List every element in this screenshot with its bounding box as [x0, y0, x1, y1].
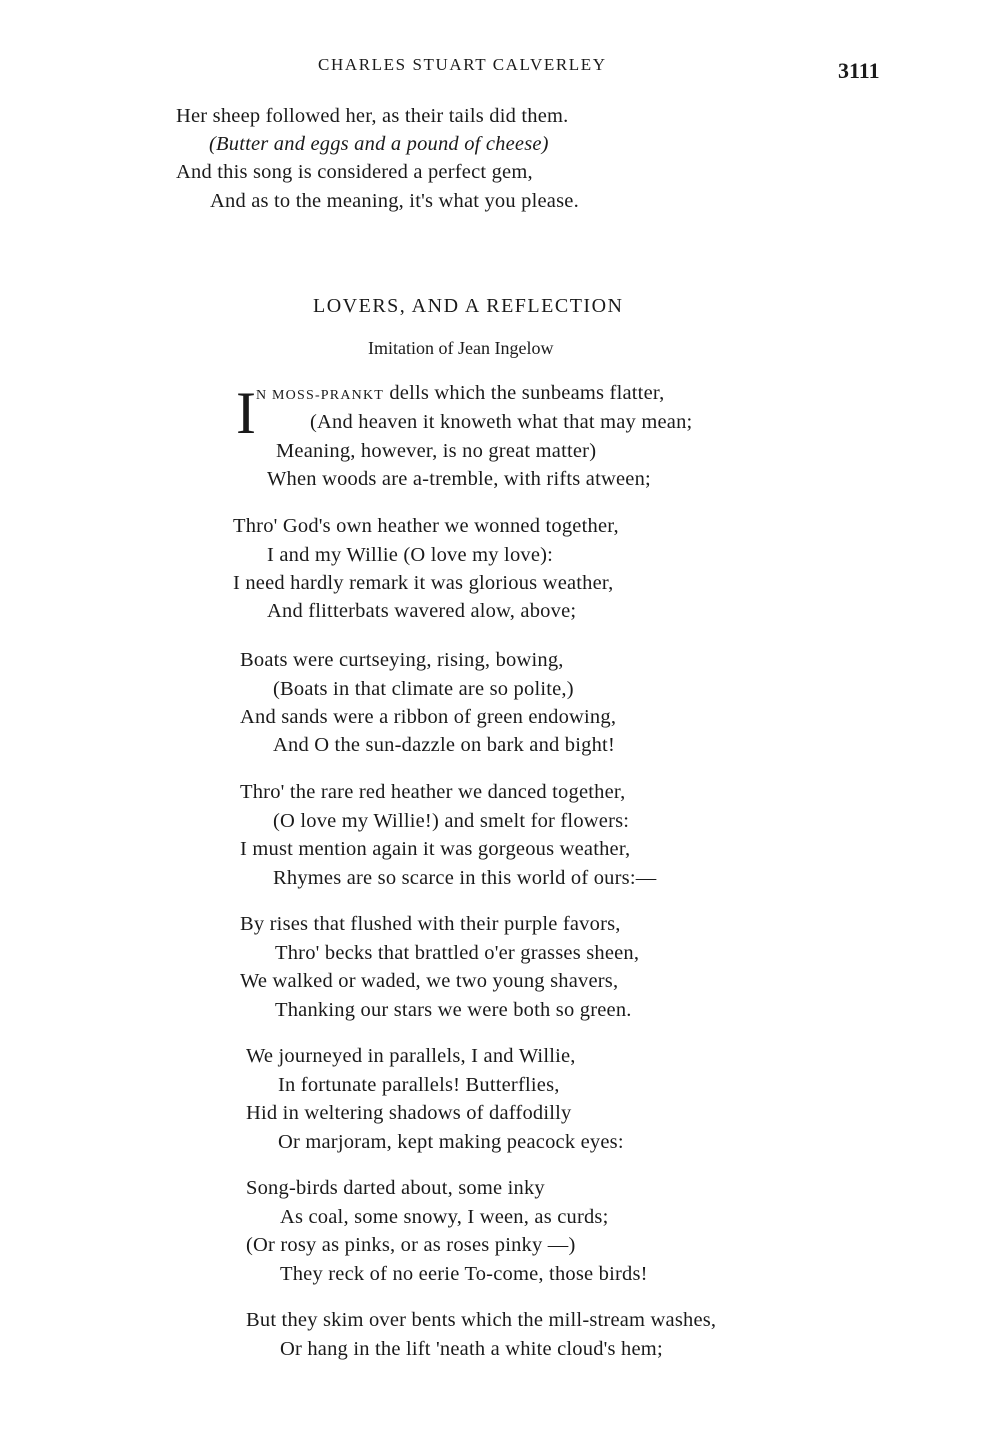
verse-line: And O the sun-dazzle on bark and bight! — [273, 734, 615, 756]
verse-line: As coal, some snowy, I ween, as curds; — [280, 1206, 609, 1228]
verse-line: Or hang in the lift 'neath a white cloud's hem; — [280, 1338, 663, 1360]
verse-line: Hid in weltering shadows of daffodilly — [246, 1102, 572, 1124]
running-head: CHARLES STUART CALVERLEY — [318, 55, 607, 74]
verse-line: (Boats in that climate are so polite,) — [273, 678, 574, 700]
verse-line: We journeyed in parallels, I and Willie, — [246, 1045, 576, 1067]
verse-line: By rises that flushed with their purple favors, — [240, 913, 621, 935]
first-line-rest: dells which the sunbeams flatter, — [389, 382, 665, 404]
verse-line: (Or rosy as pinks, or as roses pinky —) — [246, 1234, 576, 1256]
verse-line: And this song is considered a perfect gem, — [176, 161, 533, 183]
verse-line: I and my Willie (O love my love): — [267, 544, 554, 566]
verse-line: In fortunate parallels! Butterflies, — [278, 1074, 560, 1096]
verse-line: We walked or waded, we two young shavers, — [240, 970, 619, 992]
verse-line: Thro' God's own heather we wonned together, — [233, 515, 619, 537]
poem-subtitle: Imitation of Jean Ingelow — [368, 338, 554, 358]
verse-line: And sands were a ribbon of green endowing, — [240, 706, 617, 728]
verse-line: Thanking our stars we were both so green. — [275, 999, 632, 1021]
verse-line: Boats were curtseying, rising, bowing, — [240, 649, 564, 671]
verse-line: Her sheep followed her, as their tails did them. — [176, 105, 569, 127]
verse-line: They reck of no eerie To-come, those birds! — [280, 1263, 648, 1285]
verse-line: Thro' becks that brattled o'er grasses sheen, — [275, 942, 640, 964]
verse-line-first — [256, 383, 664, 404]
verse-line: But they skim over bents which the mill-stream washes, — [246, 1309, 717, 1331]
verse-line: (And heaven it knoweth what that may mean; — [310, 411, 693, 433]
page-number: 3111 — [838, 58, 880, 83]
verse-line: Rhymes are so scarce in this world of ours:— — [273, 867, 657, 889]
verse-line: Thro' the rare red heather we danced together, — [240, 781, 626, 803]
verse-line: (O love my Willie!) and smelt for flowers: — [273, 810, 630, 832]
drop-cap: I — [236, 380, 256, 446]
verse-line: (Butter and eggs and a pound of cheese) — [209, 133, 549, 155]
verse-line: I must mention again it was gorgeous weather, — [240, 838, 631, 860]
verse-line: Or marjoram, kept making peacock eyes: — [278, 1131, 624, 1153]
verse-line: Song-birds darted about, some inky — [246, 1177, 545, 1199]
verse-line: And flitterbats wavered alow, above; — [267, 600, 577, 622]
verse-line: I need hardly remark it was glorious weather, — [233, 572, 614, 594]
verse-line: Meaning, however, is no great matter) — [276, 440, 597, 462]
smallcaps-opening: N MOSS-PRANKT — [256, 388, 385, 403]
verse-line: And as to the meaning, it's what you please. — [210, 190, 579, 212]
poem-title: LOVERS, AND A REFLECTION — [313, 295, 624, 317]
verse-line: When woods are a-tremble, with rifts atween; — [267, 468, 651, 490]
